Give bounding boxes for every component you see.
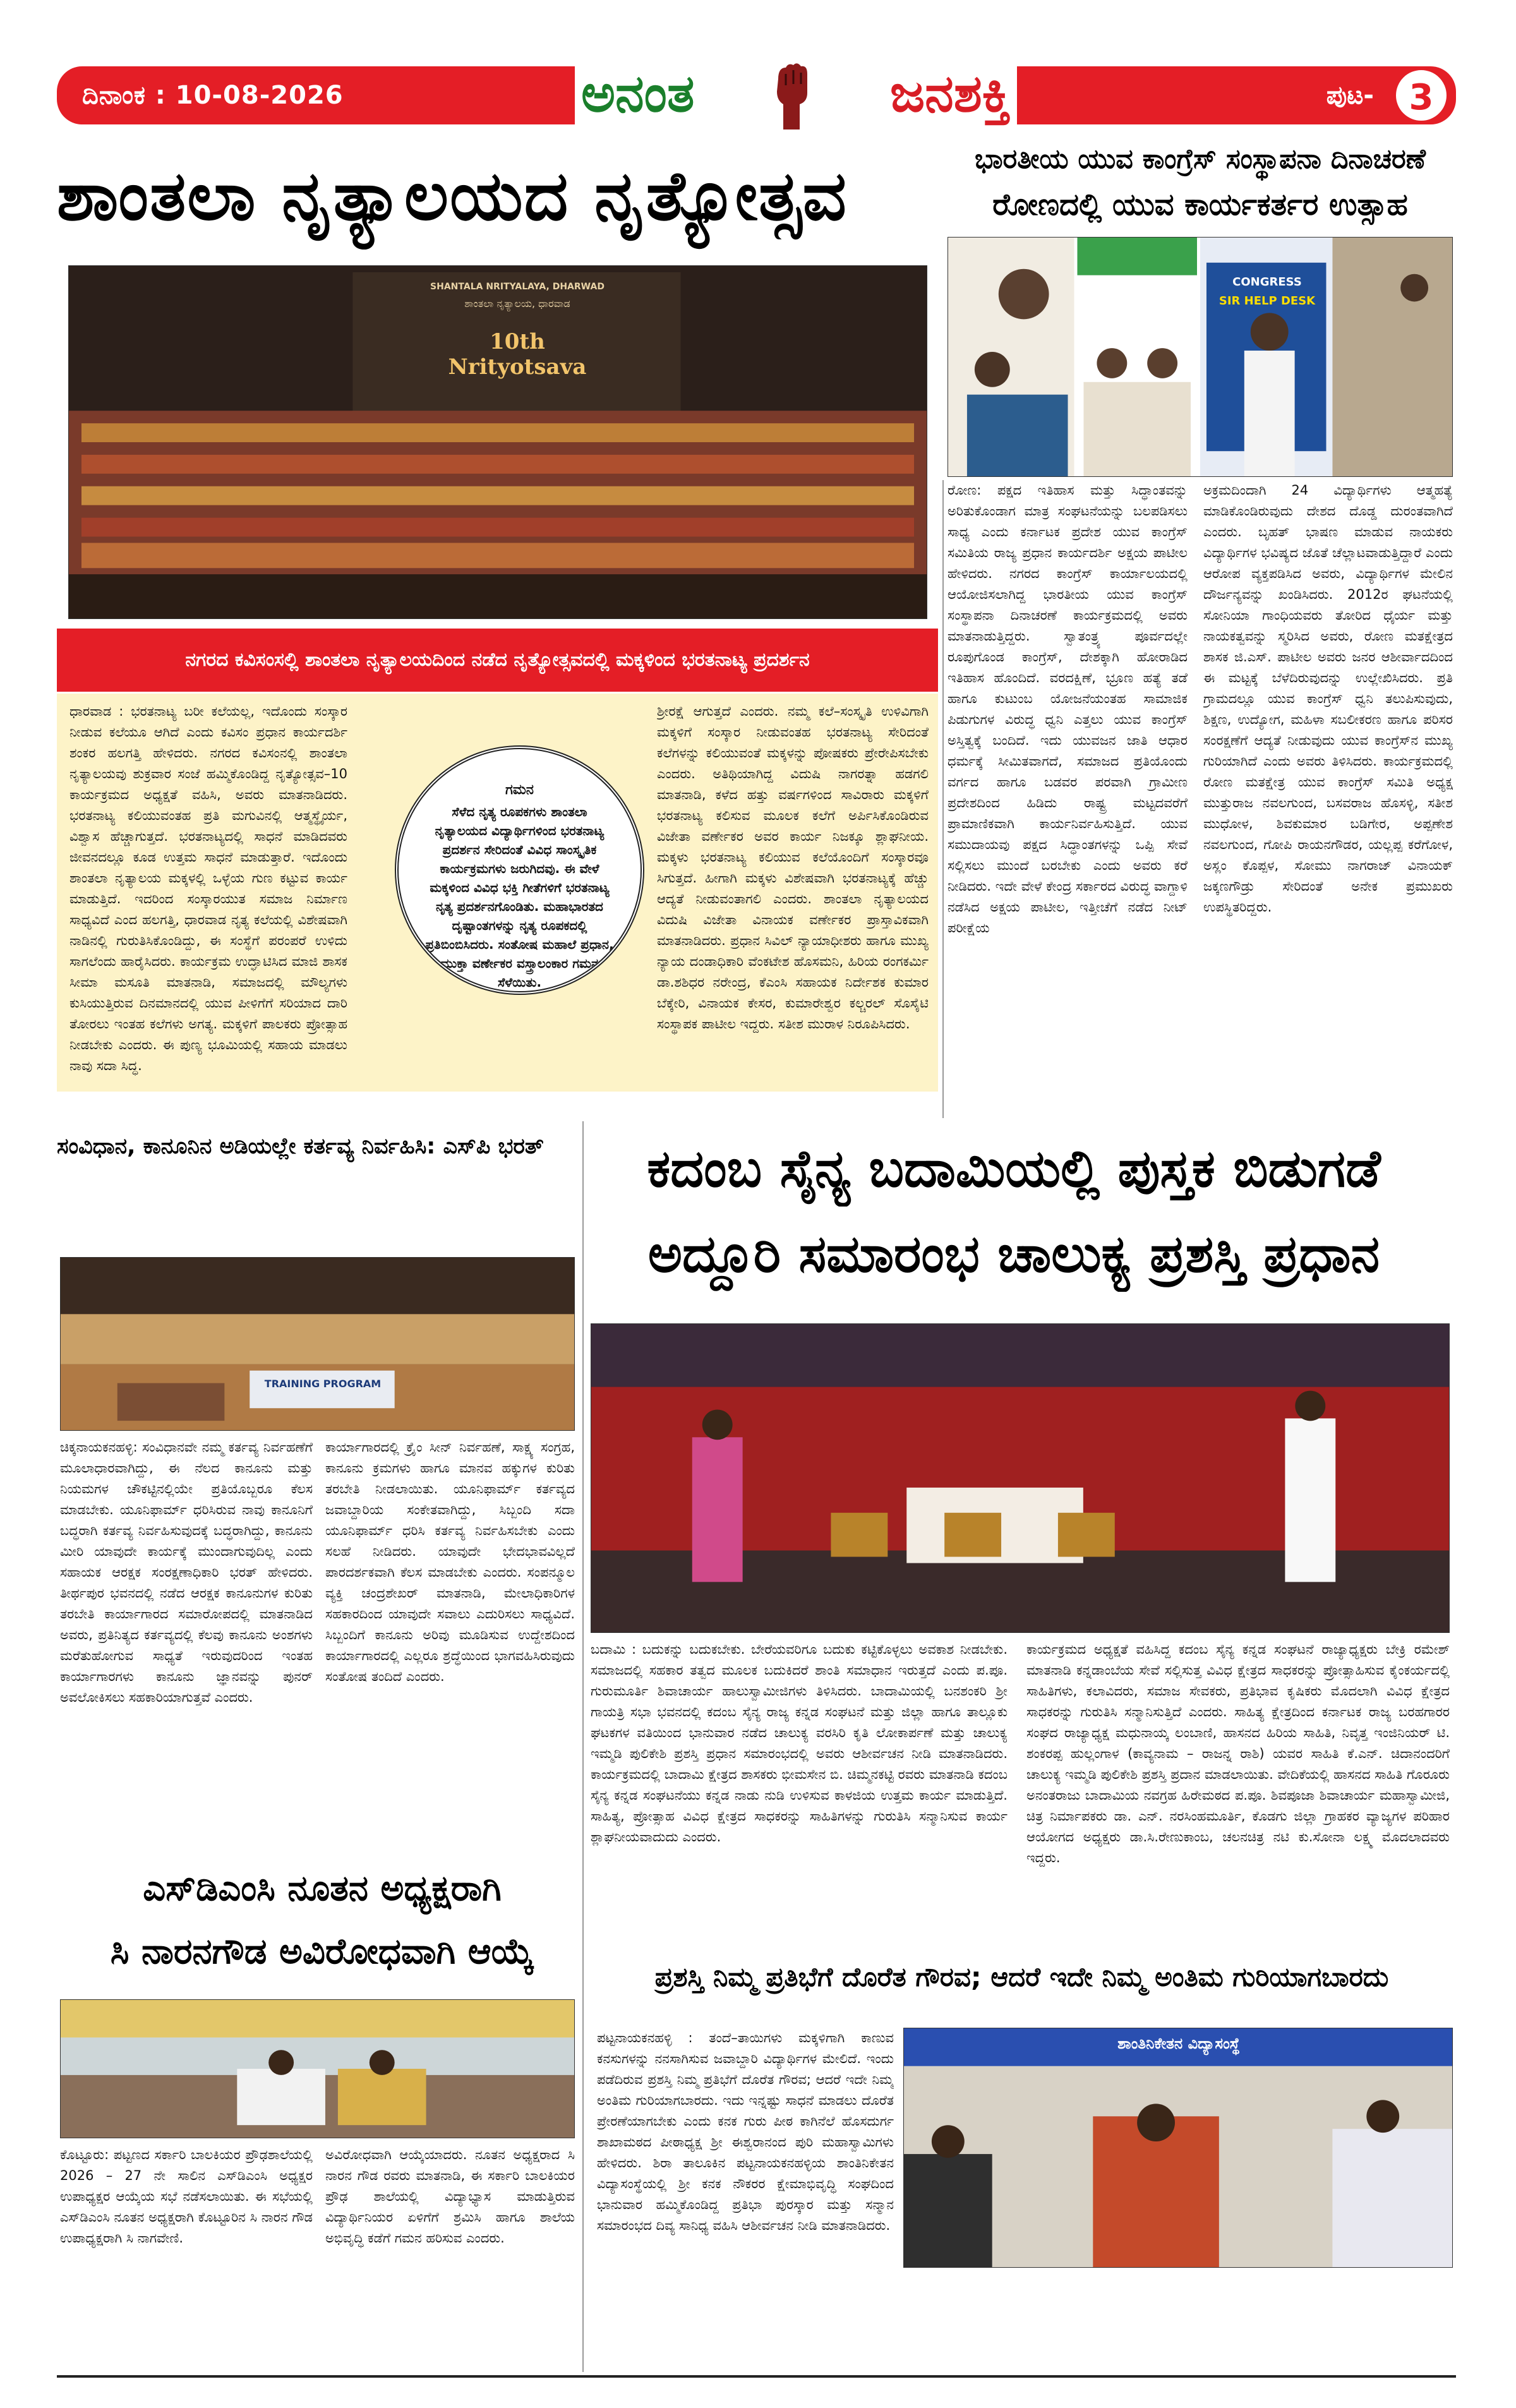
sdmc-headline-1: ಎಸ್‌ಡಿಎಂಸಿ ನೂತನ ಅಧ್ಯಕ್ಷರಾಗಿ (143, 1868, 502, 1909)
page-indicator (1004, 66, 1456, 124)
column-divider (942, 480, 944, 1118)
award-headline: ಪ್ರಶಸ್ತಿ ನಿಮ್ಮ ಪ್ರತಿಭೆಗೆ ದೊರೆತ ಗೌರವ; ಆದರೆ ಇದೇ ನಿಮ್ಮ ಅಂತಿಮ ಗುರಿಯಾಗಬಾರದು (654, 1961, 1389, 1992)
lead-article-col1: ಧಾರವಾಡ : ಭರತನಾಟ್ಯ ಬರೀ ಕಲೆಯಲ್ಲ, ಇದೊಂದು ಸಂಸ್ಕಾರ ನೀಡುವ ಕಲೆಯೂ ಆಗಿದೆ ಎಂದು ಕವಿಸಂ ಪ್ರಧಾನ ಕಾರ್ಯದರ್ಶಿ ಶಂಕರ ಹಲಗತ್ತಿ ಹೇಳಿದರು. ನಗರದ ಕವಿಸಂನಲ್ಲಿ ಶಾಂತಲಾ ನೃತ್ಯಾಲಯವು ಶುಕ್ರವಾರ ಸಂಜೆ ಹಮ್ಮಿಕೊಂಡಿದ್ದ ನೃತ್ಯೋತ್ಸವ–10 ಕಾರ್ಯಕ್ರಮದ ಅಧ್ಯಕ್ಷತೆ ವಹಿಸಿ, ಅವರು ಮಾತನಾಡಿದರು. ಭರತನಾಟ್ಯ ಕಲಿಯುವಂತಹ ಪ್ರತಿ ಮಗುವಿನಲ್ಲಿ ಆತ್ಮಸ್ಥೈರ್ಯ, ವಿಶ್ವಾಸ ಹೆಚ್ಚಾಗುತ್ತದೆ. ಭರತನಾಟ್ಯದಲ್ಲಿ ಸಾಧನೆ ಮಾಡಿದವರು ಜೀವನದಲ್ಲೂ ಕೂಡ ಉತ್ತಮ ಸಾಧನೆ ಮಾಡುತ್ತಾರೆ. ಇದೊಂದು ಶಾಂತಲಾ ನೃತ್ಯಾಲಯ ಮಕ್ಕಳಲ್ಲಿ ಒಳ್ಳೆಯ ಗುಣ ಕಟ್ಟುವ ಕಾರ್ಯ ಮಾಡುತ್ತಿದೆ. ಇದರಿಂದ ಸಂಸ್ಕಾರಯುತ ಸಮಾಜ ನಿರ್ಮಾಣ ಸಾಧ್ಯವಿದೆ ಎಂದ ಹಲಗತ್ತಿ, ಧಾರವಾಡ ನೃತ್ಯ ಕಲೆಯಲ್ಲಿ ವಿಶೇಷವಾಗಿ ನಾಡಿನಲ್ಲಿ ಗುರುತಿಸಿಕೊಂಡಿದ್ದು, ಈ ಸಂಸ್ಥೆಗೆ ಪರಂಪರೆ ಉಳಿದು ಸಾಗಲೆಂದು ಹಾರೈಸಿದರು. ಕಾರ್ಯಕ್ರಮ ಉದ್ಘಾಟಿಸಿದ ಮಾಜಿ ಶಾಸಕ ಸೀಮಾ ಮಸೂತಿ ಮಾತನಾಡಿ, ಸಮಾಜದಲ್ಲಿ ಮೌಲ್ಯಗಳು ಕುಸಿಯುತ್ತಿರುವ ದಿನಮಾನದಲ್ಲಿ ಯುವ ಪೀಳಿಗೆಗೆ ಸರಿಯಾದ ದಾರಿ ತೋರಲು ಇಂತಹ ಕಲೆಗಳು ಅಗತ್ಯ. ಮಕ್ಕಳಿಗೆ ಪಾಲಕರು ಪ್ರೋತ್ಸಾಹ ನೀಡಬೇಕು ಎಂದರು. ಈ ಪುಣ್ಯ ಭೂಮಿಯಲ್ಲಿ ಸಹಾಯ ಮಾಡಲು ನಾವು ಸದಾ ಸಿದ್ಧ. (69, 704, 347, 1073)
school-banner: ಶಾಂತಿನಿಕೇತನ ವಿದ್ಯಾಸಂಸ್ಥೆ (1117, 2035, 1240, 2052)
sdmc-headline-2: ಸಿ ನಾರನಗೌಡ ಅವಿರೋಧವಾಗಿ ಆಯ್ಕೆ (110, 1931, 534, 1972)
kadamba-headline-1: ಕದಂಬ ಸೈನ್ಯ ಬದಾಮಿಯಲ್ಲಿ ಪುಸ್ತಕ ಬಿಡುಗಡೆ (647, 1138, 1381, 1199)
page-label: ಪುಟ- (1326, 81, 1374, 110)
congress-banner-title: CONGRESS (1232, 275, 1302, 289)
date-label: ದಿನಾಂಕ : 10-08-2026 (57, 66, 600, 124)
kadamba-ceremony-photo (591, 1323, 1450, 1633)
newspaper-logo (575, 60, 1017, 133)
dance-group-photo (68, 265, 927, 619)
congress-article-col1: ರೋಣ: ಪಕ್ಷದ ಇತಿಹಾಸ ಮತ್ತು ಸಿದ್ಧಾಂತವನ್ನು ಅರಿತುಕೊಂಡಾಗ ಮಾತ್ರ ಸಂಘಟನೆಯನ್ನು ಬಲಪಡಿಸಲು ಸಾಧ್ಯ ಎಂದು ಕರ್ನಾಟಕ ಪ್ರದೇಶ ಯುವ ಕಾಂಗ್ರೆಸ್ ಸಮಿತಿಯ ರಾಜ್ಯ ಪ್ರಧಾನ ಕಾರ್ಯದರ್ಶಿ ಅಕ್ಷಯ ಪಾಟೀಲ ಹೇಳಿದರು. ನಗರದ ಕಾಂಗ್ರೆಸ್ ಕಾರ್ಯಾಲಯದಲ್ಲಿ ಆಯೋಜಿಸಲಾಗಿದ್ದ ಭಾರತೀಯ ಯುವ ಕಾಂಗ್ರೆಸ್ ಸಂಸ್ಥಾಪನಾ ದಿನಾಚರಣೆ ಕಾರ್ಯಕ್ರಮದಲ್ಲಿ ಅವರು ಮಾತನಾಡುತ್ತಿದ್ದರು. ಸ್ವಾತಂತ್ರ್ಯ ಪೂರ್ವದಲ್ಲೇ ರೂಪುಗೊಂಡ ಕಾಂಗ್ರೆಸ್, ದೇಶಕ್ಕಾಗಿ ಹೋರಾಡಿದ ಇತಿಹಾಸ ಹೊಂದಿದೆ. ವರದಕ್ಷಿಣೆ, ಭ್ರೂಣ ಹತ್ಯೆ ತಡೆ ಹಾಗೂ ಕುಟುಂಬ ಯೋಜನೆಯಂತಹ ಸಾಮಾಜಿಕ ಪಿಡುಗುಗಳ ವಿರುದ್ಧ ಧ್ವನಿ ಎತ್ತಲು ಯುವ ಕಾಂಗ್ರೆಸ್ ಅಸ್ತಿತ್ವಕ್ಕೆ ಬಂದಿದೆ. ಇದು ಯುವಜನ ಜಾತಿ ಆಧಾರ ಧರ್ಮಕ್ಕೆ ಸೀಮಿತವಾಗದೆ, ಸಮಾಜದ ಪ್ರತಿಯೊಂದು ವರ್ಗದ ಹಾಗೂ ಬಡವರ ಪರವಾಗಿ ಗ್ರಾಮೀಣ ಪ್ರದೇಶದಿಂದ ಹಿಡಿದು ರಾಷ್ಟ್ರ ಮಟ್ಟದವರೆಗೆ ಪ್ರಾಮಾಣಿಕವಾಗಿ ಕಾರ್ಯನಿರ್ವಹಿಸುತ್ತಿದೆ. ಯುವ ಸಮುದಾಯವು ಪಕ್ಷದ ಸಿದ್ಧಾಂತಗಳನ್ನು ಒಪ್ಪಿ ಸೇವೆ ಸಲ್ಲಿಸಲು ಮುಂದೆ ಬರಬೇಕು ಎಂದು ಅವರು ಕರೆ ನೀಡಿದರು. ಇದೇ ವೇಳೆ ಕೇಂದ್ರ ಸರ್ಕಾರದ ವಿರುದ್ಧ ವಾಗ್ದಾಳಿ ನಡೆಸಿದ ಅಕ್ಷಯ ಪಾಟೀಲ, ಇತ್ತೀಚೆಗೆ ನಡೆದ ನೀಟ್ ಪರೀಕ್ಷೆಯ (948, 483, 1188, 936)
award-article: ಪಟ್ಟನಾಯಕನಹಳ್ಳಿ : ತಂದೆ–ತಾಯಿಗಳು ಮಕ್ಕಳಿಗಾಗಿ ಕಾಣುವ ಕನಸುಗಳನ್ನು ನನಸಾಗಿಸುವ ಜವಾಬ್ದಾರಿ ವಿದ್ಯಾರ್ಥಿಗಳ ಮೇಲಿದೆ. ಇಂದು ಪಡೆದಿರುವ ಪ್ರಶಸ್ತಿ ನಿಮ್ಮ ಪ್ರತಿಭೆಗೆ ದೊರೆತ ಗೌರವ; ಆದರೆ ಇದೇ ನಿಮ್ಮ ಅಂತಿಮ ಗುರಿಯಾಗಬಾರದು. ಇದು ಇನ್ನಷ್ಟು ಸಾಧನೆ ಮಾಡಲು ದೊರೆತ ಪ್ರೇರಣೆಯಾಗಬೇಕು ಎಂದು ಕನಕ ಗುರು ಪೀಠ ಕಾಗಿನೆಲೆ ಹೊಸದುರ್ಗ ಶಾಖಾಮಠದ ಪೀಠಾಧ್ಯಕ್ಷ ಶ್ರೀ ಈಶ್ವರಾನಂದ ಪುರಿ ಮಹಾಸ್ವಾಮಿಗಳು ಹೇಳಿದರು. ಶಿರಾ ತಾಲೂಕಿನ ಪಟ್ಟನಾಯಕನಹಳ್ಳಿಯ ಶಾಂತಿನಿಕೇತನ ವಿದ್ಯಾಸಂಸ್ಥೆಯಲ್ಲಿ ಶ್ರೀ ಕನಕ ನೌಕರರ ಕ್ಷೇಮಾಭಿವೃದ್ಧಿ ಸಂಘದಿಂದ ಭಾನುವಾರ ಹಮ್ಮಿಕೊಂಡಿದ್ದ ಪ್ರತಿಭಾ ಪುರಸ್ಕಾರ ಮತ್ತು ಸನ್ಮಾನ ಸಮಾರಂಭದ ದಿವ್ಯ ಸಾನಿಧ್ಯ ವಹಿಸಿ ಆಶೀರ್ವಚನ ನೀಡಿ ಮಾತನಾಡಿದರು. (597, 2030, 894, 2233)
award-ceremony-photo (903, 2028, 1453, 2268)
congress-headline-1: ಭಾರತೀಯ ಯುವ ಕಾಂಗ್ರೆಸ್ ಸಂಸ್ಥಾಪನಾ ದಿನಾಚರಣೆ (974, 143, 1426, 175)
page-number: 3 (1396, 70, 1447, 121)
lead-headline: ಶಾಂತಲಾ ನೃತ್ಯಾಲಯದ ನೃತ್ಯೋತ್ಸವ (57, 156, 848, 236)
bottom-rule (57, 2375, 1456, 2378)
lead-article-col2: ಶ್ರೀರಕ್ಷೆ ಆಗುತ್ತದೆ ಎಂದರು. ನಮ್ಮ ಕಲೆ–ಸಂಸ್ಕೃತಿ ಉಳಿವಿಗಾಗಿ ಮಕ್ಕಳಿಗೆ ಸಂಸ್ಕಾರ ನೀಡುವಂತಹ ಭರತನಾಟ್ಯ ಸೇರಿದಂತೆ ಕಲೆಗಳನ್ನು ಕಲಿಯುವಂತೆ ಮಕ್ಕಳನ್ನು ಪೋಷಕರು ಪ್ರೇರೇಪಿಸಬೇಕು ಎಂದರು. ಅತಿಥಿಯಾಗಿದ್ದ ವಿದುಷಿ ನಾಗರತ್ನಾ ಹಡಗಲಿ ಮಾತನಾಡಿ, ಕಳೆದ ಹತ್ತು ವರ್ಷಗಳಿಂದ ಸಾವಿರಾರು ಮಕ್ಕಳಿಗೆ ಭರತನಾಟ್ಯ ಕಲಿಸುವ ಮೂಲಕ ಕಲೆಗೆ ಅರ್ಪಿಸಿಕೊಂಡಿರುವ ವಿಜೇತಾ ವರ್ಣೇಕರ ಅವರ ಕಾರ್ಯ ನಿಜಕ್ಕೂ ಶ್ಲಾಘನೀಯ. ಮಕ್ಕಳು ಭರತನಾಟ್ಯ ಕಲಿಯುವ ಕಲೆಯೊಂದಿಗೆ ಸಂಸ್ಕಾರವೂ ಸಿಗುತ್ತದೆ. ಹೀಗಾಗಿ ಮಕ್ಕಳು ವಿಶೇಷವಾಗಿ ಭರತನಾಟ್ಯಕ್ಕೆ ಹೆಚ್ಚು ಆದ್ಯತೆ ನೀಡುವಂತಾಗಲಿ ಎಂದರು. ಶಾಂತಲಾ ನೃತ್ಯಾಲಯದ ವಿದುಷಿ ವಿಜೇತಾ ವಿನಾಯಕ ವರ್ಣೇಕರ ಪ್ರಾಸ್ತಾವಿಕವಾಗಿ ಮಾತನಾಡಿದರು. ಪ್ರಧಾನ ಸಿವಿಲ್ ನ್ಯಾಯಾಧೀಶರು ಹಾಗೂ ಮುಖ್ಯ ನ್ಯಾಯ ದಂಡಾಧಿಕಾರಿ ವೆಂಕಟೇಶ ಹೊಸಮನಿ, ಹಿರಿಯ ರಂಗಕರ್ಮಿ ಡಾ.ಶಶಿಧರ ನರೇಂದ್ರ, ಕೆಎಂಸಿ ಸಹಾಯಕ ನಿರ್ದೇಶಕ ಕುಮಾರ ಬೆಕ್ಕೇರಿ, ವಿನಾಯಕ ಕೇಸರ, ಕುಮಾರೇಶ್ವರ ಕಲ್ಚರಲ್ ಸೊಸೈಟಿ ಸಂಸ್ಥಾಪಕ ಪಾಟೀಲ ಇದ್ದರು. ಸತೀಶ ಮುರಾಳ ನಿರೂಪಿಸಿದರು. (657, 704, 929, 1032)
lead-photo-caption: ನಗರದ ಕವಿಸಂಸಲ್ಲಿ ಶಾಂತಲಾ ನೃತ್ಯಾಲಯದಿಂದ ನಡೆದ ನೃತ್ಯೋತ್ಸವದಲ್ಲಿ ಮಕ್ಕಳಿಂದ ಭರತನಾಟ್ಯ ಪ್ರದರ್ಶನ (57, 629, 938, 692)
police-banner: TRAINING PROGRAM (264, 1378, 382, 1390)
column-divider (582, 1121, 584, 2372)
police-training-photo (60, 1257, 575, 1431)
sdmc-group-photo (60, 1999, 575, 2138)
congress-headline-2: ರೋಣದಲ್ಲಿ ಯುವ ಕಾರ್ಯಕರ್ತರ ಉತ್ಸಾಹ (992, 187, 1408, 222)
kadamba-article-col2: ಕಾರ್ಯಕ್ರಮದ ಅಧ್ಯಕ್ಷತೆ ವಹಿಸಿದ್ದ ಕದಂಬ ಸೈನ್ಯ ಕನ್ನಡ ಸಂಘಟನೆ ರಾಜ್ಯಾಧ್ಯಕ್ಷರು ಬೇಕ್ರಿ ರಮೇಶ್ ಮಾತನಾಡಿ ಕನ್ನಡಾಂಬೆಯ ಸೇವೆ ಸಲ್ಲಿಸುತ್ತ ವಿವಿಧ ಕ್ಷೇತ್ರದ ಸಾಧಕರನ್ನು ಪ್ರೋತ್ಸಾಹಿಸುವ ಕೈಂಕರ್ಯದಲ್ಲಿ ಸಾಹಿತಿಗಳು, ಕಲಾವಿದರು, ಸಮಾಜ ಸೇವಕರು, ಪ್ರತಿಭಾವ ಕೃಷಿಕರು ಮೊದಲಾಗಿ ವಿವಿಧ ಕ್ಷೇತ್ರದ ಸಾಧಕರನ್ನು ಗುರುತಿಸಿ ಸನ್ಮಾನಿಸುತ್ತಿದೆ ಎಂದರು. ಸಾಹಿತ್ಯ ಕ್ಷೇತ್ರದಿಂದ ಕರ್ನಾಟಕ ರಾಜ್ಯ ಬರಹಗಾರರ ಸಂಘದ ರಾಜ್ಯಾಧ್ಯಕ್ಷ ಮಧುನಾಯ್ಕ ಲಂಬಾಣಿ, ಹಾಸನದ ಹಿರಿಯ ಸಾಹಿತಿ, ನಿವೃತ್ತ ಇಂಜಿನಿಯರ್ ಟಿ. ಶಂಕರಪ್ಪ ಹುಲ್ಲಂಗಾಳ (ಕಾವ್ಯನಾಮ – ರಾಜನ್ನ ರಾಶಿ) ಯವರ ಸಾಹಿತಿ ಕೆ.ಎನ್. ಚಿದಾನಂದರಿಗೆ ಚಾಲುಕ್ಯ ಇಮ್ಮಡಿ ಪುಲಿಕೇಶಿ ಪ್ರಶಸ್ತಿ ಪ್ರದಾನ ಮಾಡಲಾಯಿತು. ವೇದಿಕೆಯಲ್ಲಿ ಹಾಸನದ ಸಾಹಿತಿ ಗೊರೂರು ಅನಂತರಾಜು ಬಾದಾಮಿಯ ನವಗ್ರಹ ಹಿರೇಮಠದ ಪ.ಪೂ. ಶಿವಪೂಜಾ ಶಿವಾಚಾರ್ಯ ಮಹಾಸ್ವಾಮೀಜಿ, ಚಿತ್ರ ನಿರ್ಮಾಪಕರು ಡಾ. ಎನ್. ನರಸಿಂಹಮೂರ್ತಿ, ಕೊಡಗು ಜಿಲ್ಲಾ ಗ್ರಾಹಕರ ವ್ಯಾಜ್ಯಗಳ ಪರಿಹಾರ ಆಯೋಗದ ಅಧ್ಯಕ್ಷರು ಡಾ.ಸಿ.ರೇಣುಕಾಂಬ, ಚಲನಚಿತ್ರ ನಟಿ ಕು.ಸೋನಾ ಲಕ್ಷ್ಮ ಮೊದಲಾದವರು ಇದ್ದರು. (1026, 1642, 1450, 1865)
sidebar-title: ಗಮನ (505, 782, 534, 798)
congress-banner-subtitle: SIR HELP DESK (1218, 294, 1316, 308)
stage-banner-kannada: ಶಾಂತಲಾ ನೃತ್ಯಾಲಯ, ಧಾರವಾಡ (464, 298, 570, 310)
stage-banner-title: 10th Nrityotsava (448, 329, 587, 380)
sdmc-article-col1: ಕೊಟ್ಟೂರು: ಪಟ್ಟಣದ ಸರ್ಕಾರಿ ಬಾಲಕಿಯರ ಪ್ರೌಢಶಾಲೆಯಲ್ಲಿ 2026 – 27 ನೇ ಸಾಲಿನ ಎಸ್‌ಡಿಎಂಸಿ ಅಧ್ಯಕ್ಷರ ಉಪಾಧ್ಯಕ್ಷರ ಆಯ್ಕೆಯ ಸಭೆ ನಡೆಸಲಾಯಿತು. ಈ ಸಭೆಯಲ್ಲಿ ಎಸ್‌ಡಿಎಂಸಿ ನೂತನ ಅಧ್ಯಕ್ಷರಾಗಿ ಕೊಟ್ಟೂರಿನ ಸಿ ನಾರನ ಗೌಡ ಉಪಾಧ್ಯಕ್ಷರಾಗಿ ಸಿ ನಾಗವೇಣಿ. (60, 2147, 313, 2246)
logo-text-right: ಜನಶಕ್ತಿ (890, 63, 1011, 124)
congress-article-col2: ಅಕ್ರಮದಿಂದಾಗಿ 24 ವಿದ್ಯಾರ್ಥಿಗಳು ಆತ್ಮಹತ್ಯೆ ಮಾಡಿಕೊಂಡಿರುವುದು ದೇಶದ ದೊಡ್ಡ ದುರಂತವಾಗಿದೆ ಎಂದರು. ಬೃಹತ್ ಭಾಷಣ ಮಾಡುವ ನಾಯಕರು ವಿದ್ಯಾರ್ಥಿಗಳ ಭವಿಷ್ಯದ ಜೊತೆ ಚೆಲ್ಲಾಟವಾಡುತ್ತಿದ್ದಾರೆ ಎಂದು ಆರೋಪ ವ್ಯಕ್ತಪಡಿಸಿದ ಅವರು, ವಿದ್ಯಾರ್ಥಿಗಳ ಮೇಲಿನ ದೌರ್ಜನ್ಯವನ್ನು ಖಂಡಿಸಿದರು. 2012ರ ಘಟನೆಯಲ್ಲಿ ಸೋನಿಯಾ ಗಾಂಧಿಯವರು ತೋರಿದ ಧೈರ್ಯ ಮತ್ತು ನಾಯಕತ್ವವನ್ನು ಸ್ಮರಿಸಿದ ಅವರು, ರೋಣ ಮತಕ್ಷೇತ್ರದ ಶಾಸಕ ಜಿ.ಎಸ್. ಪಾಟೀಲ ಅವರು ಜನರ ಆಶೀರ್ವಾದದಿಂದ ಈ ಮಟ್ಟಕ್ಕೆ ಬೆಳೆದಿರುವುದನ್ನು ಉಲ್ಲೇಖಿಸಿದರು. ಪ್ರತಿ ಗ್ರಾಮದಲ್ಲೂ ಯುವ ಕಾಂಗ್ರೆಸ್ ಧ್ವನಿ ತಲುಪಿಸುವುದು, ಶಿಕ್ಷಣ, ಉದ್ಯೋಗ, ಮಹಿಳಾ ಸಬಲೀಕರಣ ಹಾಗೂ ಪರಿಸರ ಸಂರಕ್ಷಣೆಗೆ ಆದ್ಯತೆ ನೀಡುವುದು ಯುವ ಕಾಂಗ್ರೆಸ್‌ನ ಮುಖ್ಯ ಗುರಿಯಾಗಿದೆ ಎಂದು ಅವರು ತಿಳಿಸಿದರು. ಕಾರ್ಯಕ್ರಮದಲ್ಲಿ ರೋಣ ಮತಕ್ಷೇತ್ರ ಯುವ ಕಾಂಗ್ರೆಸ್ ಸಮಿತಿ ಅಧ್ಯಕ್ಷ ಮುತ್ತುರಾಜ ನವಲಗುಂದ, ಬಸವರಾಜ ಹೊಸಳ್ಳಿ, ಸತೀಶ ಮುಧೋಳ, ಶಿವಕುಮಾರ ಬಡಿಗೇರ, ಅಪ್ಪಣೇಶ ನವಲಗುಂದ, ಗೋಪಿ ರಾಯನಗೌಡರ, ಯಲ್ಲಪ್ಪ ಕರೆಗೋಳ, ಅಸ್ಲಂ ಕೊಪ್ಪಳ, ಸೋಮು ನಾಗರಾಜ್ ವಿನಾಯಕ್ ಜಕ್ಕಣಗೌಡ್ರು ಸೇರಿದಂತೆ ಅನೇಕ ಪ್ರಮುಖರು ಉಪಸ್ಥಿತರಿದ್ದರು. (1203, 483, 1453, 915)
lead-sidebar-box (395, 745, 644, 995)
police-article-col2: ಕಾರ್ಯಾಗಾರದಲ್ಲಿ ಕ್ರೈಂ ಸೀನ್ ನಿರ್ವಹಣೆ, ಸಾಕ್ಷ್ಯ ಸಂಗ್ರಹ, ಕಾನೂನು ಕ್ರಮಗಳು ಹಾಗೂ ಮಾನವ ಹಕ್ಕುಗಳ ಕುರಿತು ತರಬೇತಿ ನೀಡಲಾಯಿತು. ಯೂನಿಫಾರ್ಮ್ ಕರ್ತವ್ಯದ ಜವಾಬ್ದಾರಿಯ ಸಂಕೇತವಾಗಿದ್ದು, ಸಿಬ್ಬಂದಿ ಸದಾ ಯೂನಿಫಾರ್ಮ್ ಧರಿಸಿ ಕರ್ತವ್ಯ ನಿರ್ವಹಿಸಬೇಕು ಎಂದು ಸಲಹೆ ನೀಡಿದರು. ಯಾವುದೇ ಭೇದಭಾವವಿಲ್ಲದೆ ಪಾರದರ್ಶಕವಾಗಿ ಕೆಲಸ ಮಾಡಬೇಕು ಎಂದರು. ಸಂಪನ್ಮೂಲ ವ್ಯಕ್ತಿ ಚಂದ್ರಶೇಖರ್ ಮಾತನಾಡಿ, ಮೇಲಾಧಿಕಾರಿಗಳ ಸಹಕಾರದಿಂದ ಯಾವುದೇ ಸವಾಲು ಎದುರಿಸಲು ಸಾಧ್ಯವಿದೆ. ಸಿಬ್ಬಂದಿಗೆ ಕಾನೂನು ಅರಿವು ಮೂಡಿಸುವ ಉದ್ದೇಶದಿಂದ ಕಾರ್ಯಾಗಾರದಲ್ಲಿ ಎಲ್ಲರೂ ಶ್ರದ್ಧೆಯಿಂದ ಭಾಗವಹಿಸಿರುವುದು ಸಂತೋಷ ತಂದಿದೆ ಎಂದರು. (325, 1440, 575, 1684)
police-article-col1: ಚಿಕ್ಕನಾಯಕನಹಳ್ಳಿ: ಸಂವಿಧಾನವೇ ನಮ್ಮ ಕರ್ತವ್ಯ ನಿರ್ವಹಣೆಗೆ ಮೂಲಾಧಾರವಾಗಿದ್ದು, ಈ ನೆಲದ ಕಾನೂನು ಮತ್ತು ನಿಯಮಗಳ ಚೌಕಟ್ಟಿನಲ್ಲಿಯೇ ಪ್ರತಿಯೊಬ್ಬರೂ ಕೆಲಸ ಮಾಡಬೇಕು. ಯೂನಿಫಾರ್ಮ್ ಧರಿಸಿರುವ ನಾವು ಕಾನೂನಿಗೆ ಬದ್ಧರಾಗಿ ಕರ್ತವ್ಯ ನಿರ್ವಹಿಸುವುದಕ್ಕೆ ಬದ್ಧರಾಗಿದ್ದು, ಕಾನೂನು ಮೀರಿ ಯಾವುದೇ ಕಾರ್ಯಕ್ಕೆ ಮುಂದಾಗುವುದಿಲ್ಲ ಎಂದು ಸಹಾಯಕ ಆರಕ್ಷಕ ಸಂರಕ್ಷಣಾಧಿಕಾರಿ ಭರತ್ ಹೇಳಿದರು. ತೀರ್ಥಪುರ ಭವನದಲ್ಲಿ ನಡೆದ ಆರಕ್ಷಕ ಕಾನೂನುಗಳ ಕುರಿತು ತರಬೇತಿ ಕಾರ್ಯಾಗಾರದ ಸಮಾರೋಪದಲ್ಲಿ ಮಾತನಾಡಿದ ಅವರು, ಪ್ರತಿನಿತ್ಯದ ಕರ್ತವ್ಯದಲ್ಲಿ ಕೆಲವು ಕಾನೂನು ಅಂಶಗಳು ಮರೆತುಹೋಗುವ ಸಾಧ್ಯತೆ ಇರುವುದರಿಂದ ಇಂತಹ ಕಾರ್ಯಾಗಾರಗಳು ಕಾನೂನು ಜ್ಞಾನವನ್ನು ಪುನರ್ ಅವಲೋಕಿಸಲು ಸಹಕಾರಿಯಾಗುತ್ತವೆ ಎಂದರು. (60, 1440, 313, 1705)
kadamba-headline-2: ಅದ್ದೂರಿ ಸಮಾರಂಭ ಚಾಲುಕ್ಯ ಪ್ರಶಸ್ತಿ ಪ್ರಧಾನ (647, 1224, 1380, 1284)
police-headline: ಸಂವಿಧಾನ, ಕಾನೂನಿನ ಅಡಿಯಲ್ಲೇ ಕರ್ತವ್ಯ ನಿರ್ವಹಿಸಿ: ಎಸ್‌ಪಿ ಭರತ್ (57, 1134, 544, 1159)
masthead (57, 60, 1456, 133)
raised-fist-icon (764, 60, 821, 131)
congress-event-photo (948, 237, 1453, 477)
logo-text-left: ಅನಂತ (581, 63, 695, 124)
sidebar-text: ಸೆಳೆದ ನೃತ್ಯ ರೂಪಕಗಳು ಶಾಂತಲಾ ನೃತ್ಯಾಲಯದ ವಿದ್ಯಾರ್ಥಿಗಳಿಂದ ಭರತನಾಟ್ಯ ಪ್ರದರ್ಶನ ಸೇರಿದಂತೆ ವಿವಿಧ ಸಾಂಸ್ಕೃತಿಕ ಕಾರ್ಯಕ್ರಮಗಳು ಜರುಗಿದವು. ಈ ವೇಳೆ ಮಕ್ಕಳಿಂದ ವಿವಿಧ ಭಕ್ತಿ ಗೀತೆಗಳಿಗೆ ಭರತನಾಟ್ಯ ನೃತ್ಯ ಪ್ರದರ್ಶನಗೊಂಡಿತು. ಮಹಾಭಾರತದ ದೃಷ್ಟಾಂತಗಳನ್ನು ನೃತ್ಯ ರೂಪಕದಲ್ಲಿ ಪ್ರತಿಬಿಂಬಿಸಿದರು. ಸಂತೋಷ ಮಹಾಲೆ ಪ್ರಧಾನ, ಮುಕ್ತಾ ವರ್ಣೇಕರ ವಸ್ತ್ರಾಲಂಕಾರ ಗಮನ ಸೆಳೆಯಿತು. (425, 804, 614, 990)
stage-banner-english: SHANTALA NRITYALAYA, DHARWAD (430, 282, 605, 292)
kadamba-article-col1: ಬದಾಮಿ : ಬದುಕನ್ನು ಬದುಕಬೇಕು. ಬೇರೆಯವರಿಗೂ ಬದುಕು ಕಟ್ಟಿಕೊಳ್ಳಲು ಅವಕಾಶ ನೀಡಬೇಕು. ಸಮಾಜದಲ್ಲಿ ಸಹಕಾರ ತತ್ವದ ಮೂಲಕ ಬದುಕಿದರೆ ಶಾಂತಿ ಸಮಾಧಾನ ಇರುತ್ತದೆ ಎಂದು ಪ.ಪೂ. ಗುರುಮೂರ್ತಿ ಶಿವಾಚಾರ್ಯ ಹಾಲುಸ್ವಾಮೀಜಿಗಳು ತಿಳಿಸಿದರು. ಬಾದಾಮಿಯಲ್ಲಿ ಬನಶಂಕರಿ ಶ್ರೀ ಗಾಯತ್ರಿ ಸಭಾ ಭವನದಲ್ಲಿ ಕದಂಬ ಸೈನ್ಯ ರಾಜ್ಯ ಕನ್ನಡ ಸಂಘಟನೆ ಮತ್ತು ಜಿಲ್ಲಾ ಹಾಗೂ ತಾಲ್ಲೂಕು ಘಟಕಗಳ ವತಿಯಿಂದ ಭಾನುವಾರ ನಡೆದ ಚಾಲುಕ್ಯ ವರಸಿರಿ ಕೃತಿ ಲೋಕಾರ್ಪಣೆ ಮತ್ತು ಚಾಲುಕ್ಯ ಇಮ್ಮಡಿ ಪುಲಿಕೇಶಿ ಪ್ರಶಸ್ತಿ ಪ್ರಧಾನ ಸಮಾರಂಭದಲ್ಲಿ ಅವರು ಆಶೀರ್ವಚನ ನೀಡಿ ಮಾತನಾಡಿದರು. ಕಾರ್ಯಕ್ರಮದಲ್ಲಿ ಬಾದಾಮಿ ಕ್ಷೇತ್ರದ ಶಾಸಕರು ಭೀಮಸೇನ ಬಿ. ಚಿಮ್ಮನಕಟ್ಟಿ ರವರು ಮಾತನಾಡಿ ಕದಂಬ ಸೈನ್ಯ ಕನ್ನಡ ಸಂಘಟನೆಯು ಕನ್ನಡ ನಾಡು ನುಡಿ ಉಳಿಸುವ ಕಾಳಜಿಯ ಉತ್ತಮ ಕಾರ್ಯ ಮಾಡುತ್ತಿದೆ. ಸಾಹಿತ್ಯ, ಪ್ರೋತ್ಸಾಹ ವಿವಿಧ ಕ್ಷೇತ್ರದ ಸಾಧಕರನ್ನು ಸಾಹಿತಿಗಳನ್ನು ಗುರುತಿಸಿ ಸನ್ಮಾನಿಸುವ ಕಾರ್ಯ ಶ್ಲಾಘನೀಯವಾದುದು ಎಂದರು. (591, 1642, 1008, 1845)
sdmc-article-col2: ಅವಿರೋಧವಾಗಿ ಆಯ್ಕೆಯಾದರು. ನೂತನ ಅಧ್ಯಕ್ಷರಾದ ಸಿ ನಾರನ ಗೌಡ ರವರು ಮಾತನಾಡಿ, ಈ ಸರ್ಕಾರಿ ಬಾಲಕಿಯರ ಪ್ರೌಢ ಶಾಲೆಯಲ್ಲಿ ವಿದ್ಯಾಭ್ಯಾಸ ಮಾಡುತ್ತಿರುವ ವಿದ್ಯಾರ್ಥಿನಿಯರ ಏಳಿಗೆಗೆ ಶ್ರಮಿಸಿ ಹಾಗೂ ಶಾಲೆಯ ಅಭಿವೃದ್ಧಿ ಕಡೆಗೆ ಗಮನ ಹರಿಸುವ ಎಂದರು. (325, 2147, 575, 2246)
